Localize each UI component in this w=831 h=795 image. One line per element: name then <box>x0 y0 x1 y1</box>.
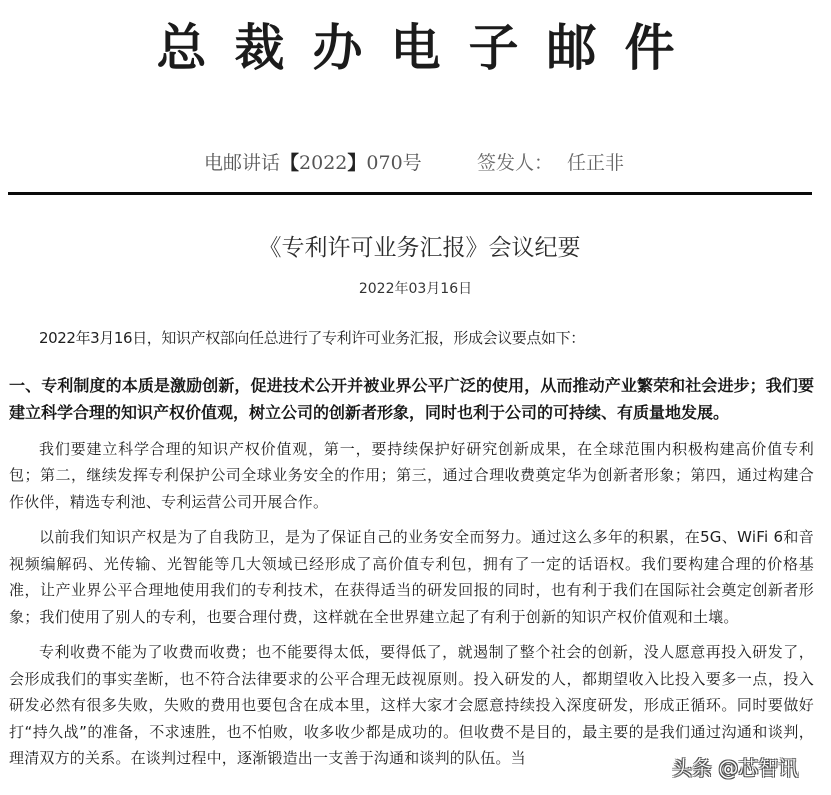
intro-paragraph: 2022年3月16日，知识产权部向任总进行了专利许可业务汇报，形成会议要点如下： <box>39 329 585 347</box>
document-title: 《专利许可业务汇报》会议纪要 <box>258 235 581 261</box>
document-body <box>9 325 814 781</box>
signer <box>477 148 624 178</box>
email-header-title: 总裁办电子邮件 <box>156 19 703 77</box>
body-paragraph: 我们要建立科学合理的知识产权价值观，第一，要持续保护好研究创新成果，在全球范围内积极构建高价值专利包；第二，继续发挥专利保护公司全球业务安全的作用；第三，通过合理收费奠定华为创新者形象；第四，通过构建合作伙伴，精选专利池、专利运营公司开展合作。 <box>9 439 814 511</box>
header-divider <box>8 192 812 195</box>
body-paragraph: 以前我们知识产权是为了自我防卫，是为了保证自己的业务安全而努力。通过这么多年的积累，在5G、WiFi 6和音视频编解码、光传输、光智能等几大领域已经形成了高价值专利包，拥有了一定的话语权。我们要构建合理的价格基准，让产业界公平合理地使用我们的专利技术，在获得适当的研发回报的同时，也有利于我们在国际社会奠定创新者形象；我们使用了别人的专利，也要合理付费，这样就在全世界建立起了有利于创新的知识产权价值观和土壤。 <box>9 528 814 626</box>
document-date: 2022年03月16日 <box>358 281 473 297</box>
body-paragraph: 专利收费不能为了收费而收费；也不能要得太低，要得低了，就遏制了整个社会的创新，没人愿意再投入研发了，会形成我们的事实垄断，也不符合法律要求的公平合理无歧视原则。投入研发的人，都期望收入比投入要多一点，投入研发必然有很多失败，失败的费用也要包含在成本里，这样大家才会愿意持续投入深度研发，形成正循环。同时要做好打“持久战”的准备，不求速胜，也不怕败，收多收少都是成功的。但收费不是目的，最主要的是我们通过沟通和谈判，理清双方的关系。在谈判过程中，逐渐锻造出一支善于沟通和谈判的队伍。当 <box>9 643 814 767</box>
document-number <box>204 148 422 178</box>
bracket-close: 】 <box>347 152 367 174</box>
section-heading-1: 一、专利制度的本质是激励创新，促进技术公开并被业界公平广泛的使用，从而推动产业繁荣和社会进步；我们要建立科学合理的知识产权价值观，树立公司的创新者形象，同时也利于公司的可持续、有质量地发展。 <box>9 375 814 422</box>
signer-name: 任正非 <box>567 152 625 174</box>
document-meta <box>0 148 831 178</box>
doc-year: 2022 <box>299 152 348 174</box>
signer-label: 签发人： <box>477 152 554 174</box>
doc-prefix: 电邮讲话 <box>204 152 281 174</box>
bracket-open: 【 <box>280 152 300 174</box>
doc-suffix: 070号 <box>366 152 422 174</box>
source-watermark: 头条 @芯智讯 <box>672 756 799 780</box>
